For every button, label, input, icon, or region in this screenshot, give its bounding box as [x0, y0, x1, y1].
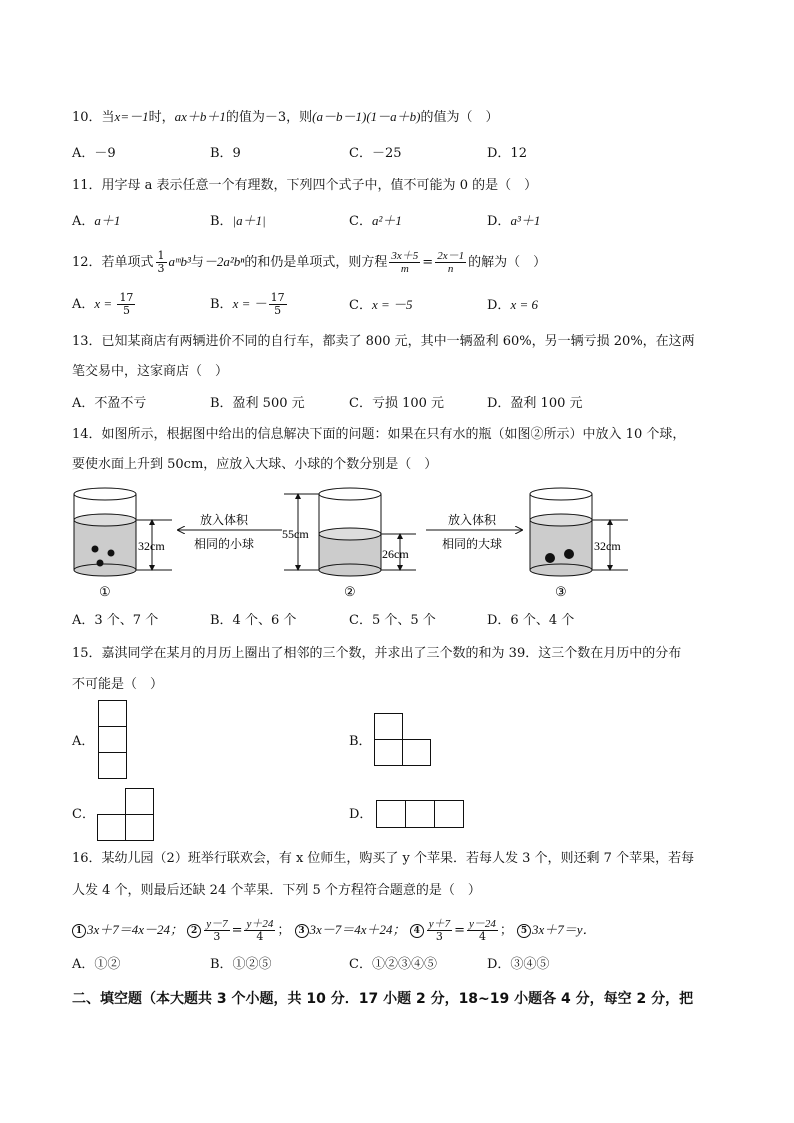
q14-option-d[interactable]: D．6 个、4 个 [487, 613, 575, 628]
q12-option-d[interactable]: D．x = 6 [487, 297, 538, 313]
q11-option-b[interactable]: B．|a＋1| [210, 213, 266, 229]
figure-3-caption: ③ [555, 585, 567, 600]
q10-option-a[interactable]: A．－9 [72, 146, 116, 161]
jar3-height: 32cm [594, 539, 621, 553]
q15-option-c[interactable]: C． [72, 807, 95, 822]
figure-1-caption: ① [99, 585, 111, 600]
jar-3 [530, 488, 628, 576]
q13-line1: 13．已知某商店有两辆进价不同的自行车，都卖了 800 元，其中一辆盈利 60%，另一辆亏损 20%，在这两 [72, 334, 695, 349]
q16-line2: 人发 4 个，则最后还缺 24 个苹果．下列 5 个方程符合题意的是（ ） [72, 883, 481, 898]
q14-line2: 要使水面上升到 50cm，应放入大球、小球的个数分别是（ ） [72, 457, 438, 472]
large-ball [564, 549, 574, 559]
q15-line1: 15．嘉淇同学在某月的月历上圈出了相邻的三个数，并求出了三个数的和为 39．这三个数在月历中的分布 [72, 646, 682, 661]
q13-line2: 笔交易中，这家商店（ ） [72, 364, 229, 379]
q16-option-c[interactable]: C．①②③④⑤ [349, 957, 437, 972]
q13-option-b[interactable]: B．盈利 500 元 [210, 396, 305, 411]
right-arrow-label-2: 相同的大球 [442, 537, 503, 551]
left-arrow-label-1: 放入体积 [200, 513, 249, 527]
q10-option-b[interactable]: B．9 [210, 146, 241, 161]
q16-line1: 16．某幼儿园（2）班举行联欢会，有 x 位师生，购买了 y 个苹果．若每人发 3 个，则还剩 7 个苹果，若每 [72, 851, 695, 866]
q14-option-b[interactable]: B．4 个、6 个 [210, 613, 297, 628]
jar2-height-water: 26cm [382, 547, 409, 561]
q13-option-a[interactable]: A．不盈不亏 [72, 396, 147, 411]
q14-option-c[interactable]: C．5 个、5 个 [349, 613, 436, 628]
jar2-height-total: 55cm [282, 527, 309, 541]
q14-option-a[interactable]: A．3 个、7 个 [72, 613, 159, 628]
q15-option-a[interactable]: A． [72, 734, 95, 749]
q12-stem: 12．若单项式 $\frac{1}{3}$ aᵐb³与－2a²bⁿ的和仍是单项式，则方程 $\frac{3x+5}{m}$ = $\frac{2x-1}{n}$ 的解为（ ） [72, 249, 547, 275]
q11-option-a[interactable]: A．a＋1 [72, 213, 121, 229]
q16-equations: 1 3x＋7＝4x－24； 2 $\frac{y-7}{3}$ = $\frac{y+24}{4}$ ； 3 3x－7＝4x＋24； 4 $\frac{y+7}{3}$ = $\frac{y-24}{4}$ ； 5 3x＋7＝y． [72, 918, 596, 943]
q11-stem: 11．用字母 a 表示任意一个有理数，下列四个式子中，值不可能为 0 的是（ ） [72, 178, 538, 193]
q12-option-a[interactable]: A．x = $\frac{17}{5}$ [72, 291, 134, 317]
small-ball [108, 550, 115, 557]
jar1-height: 32cm [138, 539, 165, 553]
section-2-title: 二、填空题（本大题共 3 个小题，共 10 分．17 小题 2 分，18~19 小题各 4 分，每空 2 分，把 [72, 991, 694, 1007]
small-ball [92, 546, 99, 553]
figure-2-caption: ② [344, 585, 356, 600]
q12-option-b[interactable]: B．x = － $\frac{17}{5}$ [210, 291, 285, 317]
q15-line2: 不可能是（ ） [72, 677, 164, 692]
q16-option-d[interactable]: D．③④⑤ [487, 957, 550, 972]
q11-option-d[interactable]: D．a³＋1 [487, 213, 541, 229]
q15-option-d[interactable]: D． [349, 807, 373, 822]
q12-option-c[interactable]: C．x = －5 [349, 297, 413, 313]
right-arrow-label-1: 放入体积 [448, 513, 497, 527]
q16-option-a[interactable]: A．①② [72, 957, 121, 972]
q13-option-d[interactable]: D．盈利 100 元 [487, 396, 583, 411]
q15-option-b[interactable]: B． [349, 734, 372, 749]
large-ball [545, 553, 555, 563]
q16-option-b[interactable]: B．①②⑤ [210, 957, 272, 972]
q11-option-c[interactable]: C．a²＋1 [349, 213, 402, 229]
q10-stem: 10．当x=－1时，ax＋b＋1的值为－3，则(a－b－1)(1－a＋b)的值为（ ） [72, 109, 499, 125]
q14-line1: 14．如图所示，根据图中给出的信息解决下面的问题：如果在只有水的瓶（如图②所示）中放入 10 个球， [72, 427, 686, 442]
q13-option-c[interactable]: C．亏损 100 元 [349, 396, 445, 411]
jar-1 [74, 488, 172, 576]
left-arrow-label-2: 相同的小球 [194, 537, 255, 551]
q10-option-d[interactable]: D．12 [487, 146, 527, 161]
q14-figure [60, 482, 650, 604]
q10-option-c[interactable]: C．－25 [349, 146, 402, 161]
small-ball [97, 560, 104, 567]
